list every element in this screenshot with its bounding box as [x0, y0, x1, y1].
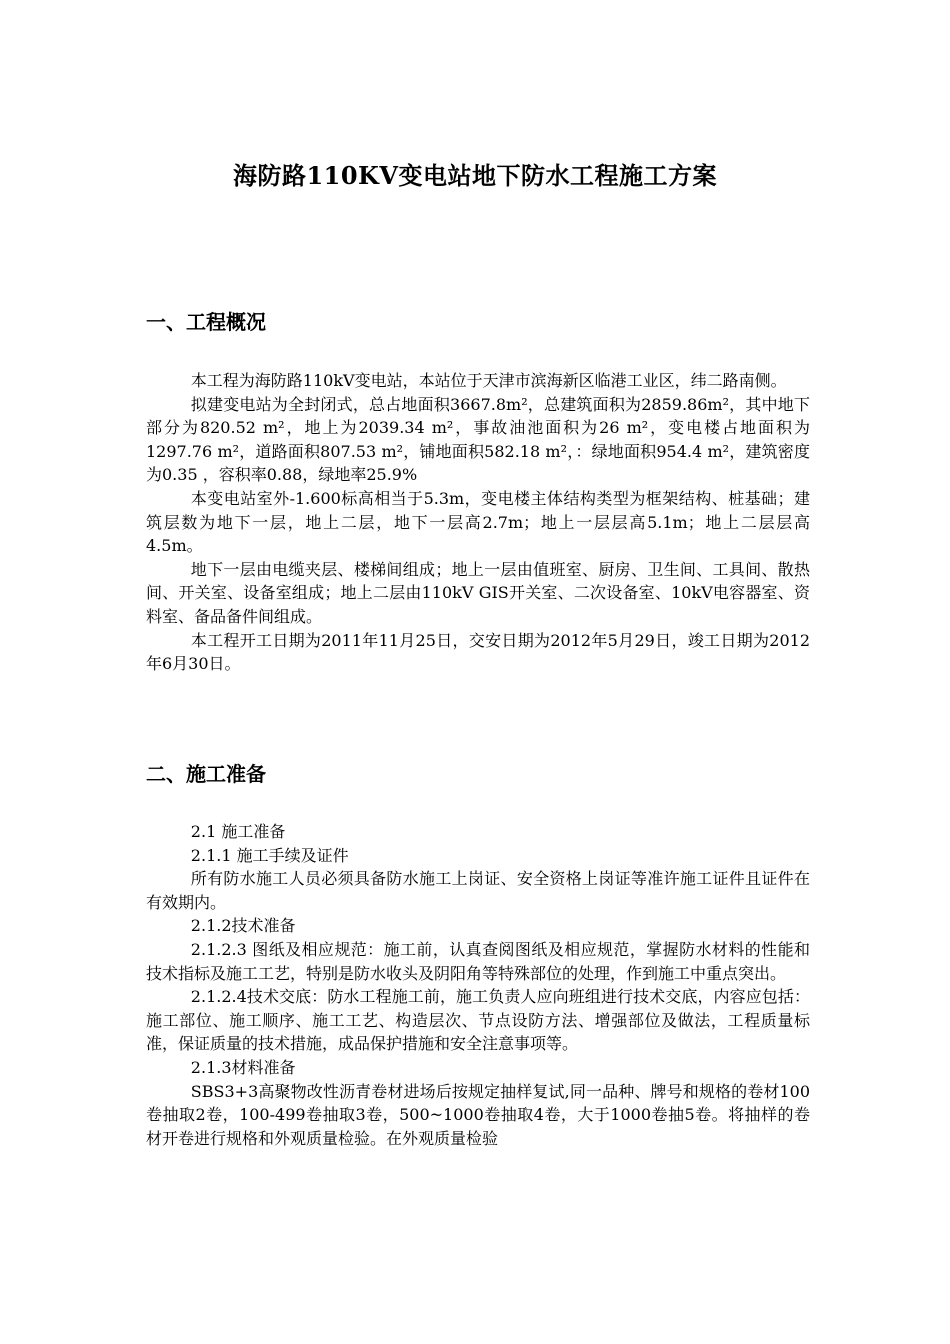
paragraph: 地下一层由电缆夹层、楼梯间组成；地上一层由值班室、厨房、卫生间、工具间、散热间、开关室、设备室组成；地上二层由110kV GIS开关室、二次设备室、10kV电容器室、资料室、备品备件间组成。 — [146, 559, 810, 626]
paragraph: 2.1.2.4技术交底：防水工程施工前，施工负责人应向班组进行技术交底，内容应包括：施工部位、施工顺序、施工工艺、构造层次、节点设防方法、增强部位及做法，工程质量标准，保证质量的技术措施，成品保护措施和安全注意事项等。 — [146, 987, 810, 1054]
paragraph: 本工程为海防路110kV变电站，本站位于天津市滨海新区临港工业区，纬二路南侧。 — [190, 371, 787, 390]
paragraph: 2.1.1 施工手续及证件 — [190, 845, 349, 865]
paragraph: 拟建变电站为全封闭式，总占地面积3667.8m²，总建筑面积为2859.86m²，其中地下部分为820.52 m²，地上为2039.34 m²，事故油池面积为26 m²，变电楼占地面积为1297.76 m²，道路面积807.53 m²，铺地面积582.18 m²，：绿地面积954.4 m²，建筑密度为0.35 ，容积率0.88，绿地率25.9% — [146, 394, 810, 485]
paragraph: 2.1.2.3 图纸及相应规范：施工前，认真查阅图纸及相应规范，掌握防水材料的性能和技术指标及施工工艺，特别是防水收头及阴阳角等特殊部位的处理，作到施工中重点突出。 — [146, 939, 810, 983]
section-body-preparation — [146, 820, 810, 1150]
paragraph: 所有防水施工人员必须具备防水施工上岗证、安全资格上岗证等准许施工证件且证件在有效期内。 — [146, 869, 810, 912]
section-heading-overview: 一、工程概况 — [146, 310, 266, 334]
paragraph: 本变电站室外-1.600标高相当于5.3m，变电楼主体结构类型为框架结构、桩基础；建筑层数为地下一层，地上二层，地下一层高2.7m；地上一层层高5.1m；地上二层层高4.5m。 — [146, 488, 810, 556]
section-heading-preparation: 二、施工准备 — [146, 762, 266, 786]
paragraph: 2.1 施工准备 — [190, 822, 286, 841]
section-body-overview — [146, 369, 810, 676]
paragraph: 2.1.2技术准备 — [190, 916, 296, 936]
document-title: 海防路110KV变电站地下防水工程施工方案 — [232, 161, 718, 190]
paragraph: SBS3+3高聚物改性沥青卷材进场后按规定抽样复试,同一品种、牌号和规格的卷材100卷抽取2卷，100-499卷抽取3卷，500~1000卷抽取4卷，大于1000卷抽5卷。将抽样的卷材开卷进行规格和外观质量检验。在外观质量检验 — [146, 1081, 810, 1148]
paragraph: 本工程开工日期为2011年11月25日，交安日期为2012年5月29日，竣工日期为2012年6月30日。 — [146, 630, 810, 674]
paragraph: 2.1.3材料准备 — [190, 1057, 296, 1077]
